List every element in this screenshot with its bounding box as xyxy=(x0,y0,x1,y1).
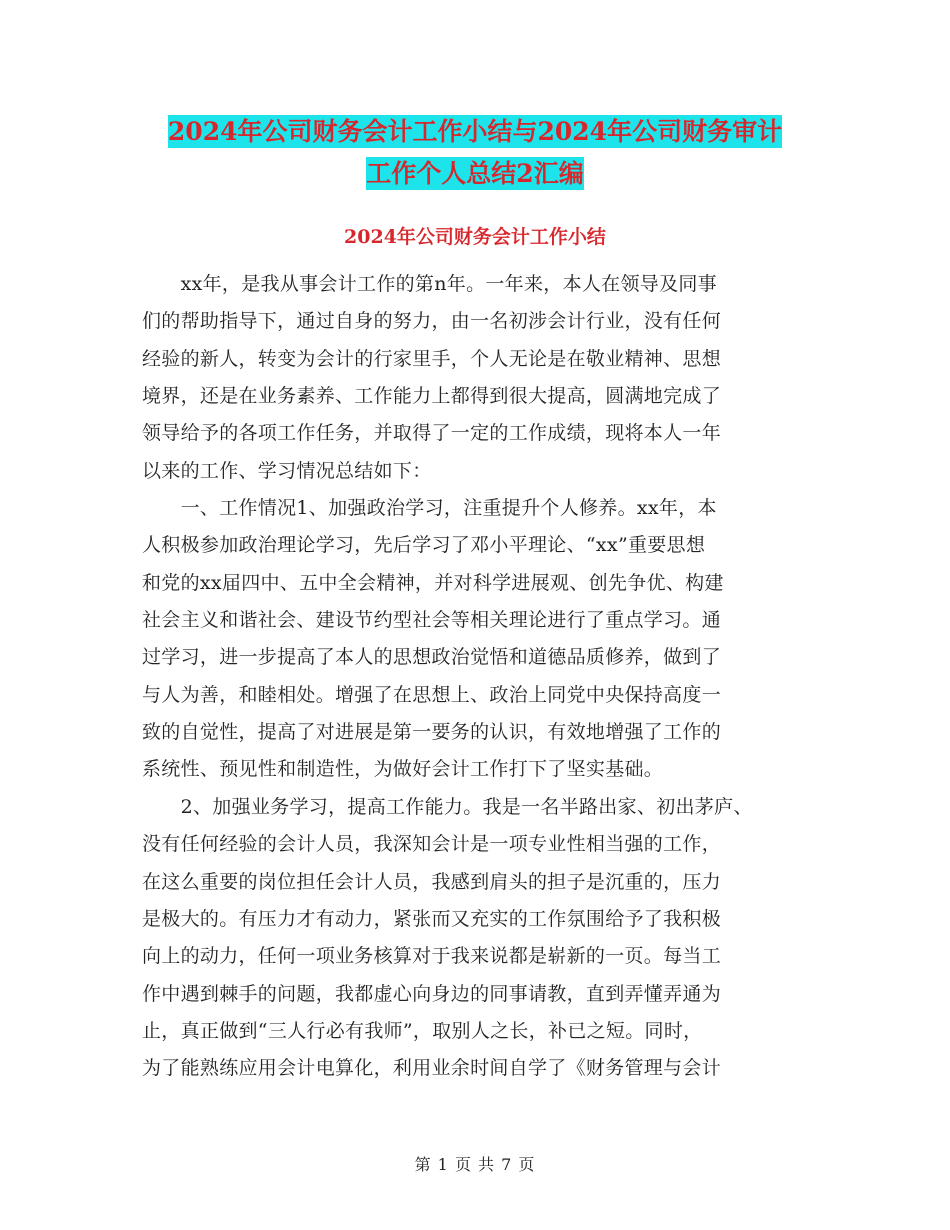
body-line: 向上的动力，任何一项业务核算对于我来说都是崭新的一页。每当工 xyxy=(142,945,722,968)
body-line: 和党的xx届四中、五中全会精神，并对科学进展观、创先争优、构建 xyxy=(142,571,724,594)
document-title-line-2 xyxy=(0,152,950,196)
body-line: 经验的新人，转变为会计的行家里手，个人无论是在敬业精神、思想 xyxy=(142,347,722,370)
body-line: 2、加强业务学习，提高工作能力。我是一名半路出家、初出茅庐、 xyxy=(142,795,753,818)
document-title-text-1: 2024年公司财务会计工作小结与2024年公司财务审计 xyxy=(167,117,783,146)
body-line: 为了能熟练应用会计电算化，利用业余时间自学了《财务管理与会计 xyxy=(142,1057,722,1080)
body-line: 过学习，进一步提高了本人的思想政治觉悟和道德品质修养，做到了 xyxy=(142,646,722,669)
body-line: xx年，是我从事会计工作的第n年。一年来，本人在领导及同事 xyxy=(142,273,717,295)
page-footer: 第 1 页 共 7 页 xyxy=(414,1155,536,1174)
body-line: 以来的工作、学习情况总结如下： xyxy=(142,459,432,482)
body-line: 作中遇到棘手的问题，我都虚心向身边的同事请教，直到弄懂弄通为 xyxy=(142,982,722,1005)
document-title-text-2: 工作个人总结2汇编 xyxy=(366,159,584,188)
section-title: 2024年公司财务会计工作小结 xyxy=(344,226,606,248)
body-line: 致的自觉性，提高了对进展是第一要务的认识，有效地增强了工作的 xyxy=(142,721,722,744)
body-line: 系统性、预见性和制造性，为做好会计工作打下了坚实基础。 xyxy=(142,758,664,781)
body-line: 一、工作情况1、加强政治学习，注重提升个人修养。xx年，本 xyxy=(142,497,717,520)
body-line: 社会主义和谐社会、建设节约型社会等相关理论进行了重点学习。通 xyxy=(142,609,722,632)
document-title-line-1 xyxy=(0,110,950,154)
body-line: 与人为善，和睦相处。增强了在思想上、政治上同党中央保持高度一 xyxy=(142,683,722,706)
body-text xyxy=(142,266,822,1088)
body-line: 是极大的。有压力才有动力，紧张而又充实的工作氛围给予了我积极 xyxy=(142,907,722,930)
body-line: 在这么重要的岗位担任会计人员，我感到肩头的担子是沉重的，压力 xyxy=(142,870,722,893)
body-line: 人积极参加政治理论学习，先后学习了邓小平理论、“xx”重要思想 xyxy=(142,534,706,557)
body-line: 们的帮助指导下，通过自身的努力，由一名初涉会计行业，没有任何 xyxy=(142,310,722,333)
body-line: 境界，还是在业务素养、工作能力上都得到很大提高，圆满地完成了 xyxy=(142,385,722,408)
body-line: 领导给予的各项工作任务，并取得了一定的工作成绩，现将本人一年 xyxy=(142,422,722,445)
body-line: 止，真正做到“三人行必有我师”，取别人之长，补已之短。同时， xyxy=(142,1019,703,1042)
body-line: 没有任何经验的会计人员，我深知会计是一项专业性相当强的工作， xyxy=(142,833,722,856)
